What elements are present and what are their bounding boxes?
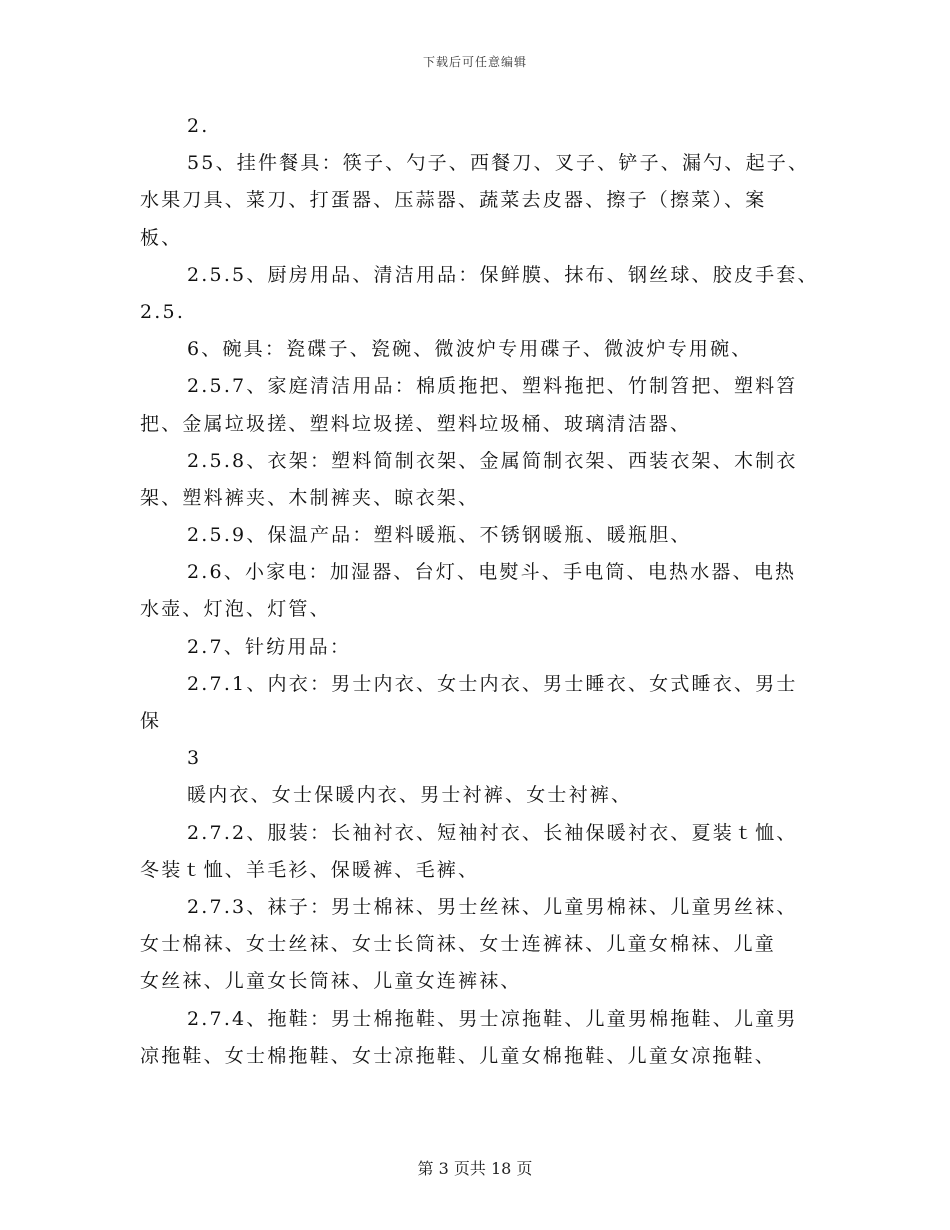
paragraph-line: 2.5.8、衣架：塑料简制衣架、金属简制衣架、西装衣架、木制衣 xyxy=(187,449,798,472)
paragraph-line: 板、 xyxy=(140,226,183,249)
paragraph-line: 2. xyxy=(187,115,210,137)
paragraph-line: 2.5. xyxy=(140,300,186,323)
paragraph-line: 3 xyxy=(187,747,202,770)
paragraph-line: 2.7.2、服装：长袖衬衣、短袖衬衣、长袖保暖衬衣、夏装ｔ恤、 xyxy=(187,821,798,844)
paragraph-line: 2.7.4、拖鞋：男士棉拖鞋、男士凉拖鞋、儿童男棉拖鞋、儿童男 xyxy=(187,1007,798,1030)
paragraph-line: 2.7.3、袜子：男士棉袜、男士丝袜、儿童男棉袜、儿童男丝袜、 xyxy=(187,895,798,918)
paragraph-line: 女士棉袜、女士丝袜、女士长筒袜、女士连裤袜、儿童女棉袜、儿童 xyxy=(140,933,777,956)
paragraph-line: 2.5.7、家庭清洁用品：棉质拖把、塑料拖把、竹制笤把、塑料笤 xyxy=(187,375,798,398)
page-header: 下载后可任意编辑 xyxy=(422,55,527,69)
paragraph-line: 女丝袜、儿童女长筒袜、儿童女连裤袜、 xyxy=(140,970,522,993)
paragraph-line: 水果刀具、菜刀、打蛋器、压蒜器、蔬菜去皮器、擦子（擦菜）、案 xyxy=(140,189,767,212)
paragraph-line: 2.6、小家电：加湿器、台灯、电熨斗、手电筒、电热水器、电热 xyxy=(187,561,797,584)
paragraph-line: 把、金属垃圾搓、塑料垃圾搓、塑料垃圾桶、玻璃清洁器、 xyxy=(140,412,692,435)
paragraph-line: 保 xyxy=(140,710,162,732)
paragraph-line: 暖内衣、女士保暖内衣、男士衬裤、女士衬裤、 xyxy=(187,784,633,807)
paragraph-line: 6、碗具：瓷碟子、瓷碗、微波炉专用碟子、微波炉专用碗、 xyxy=(187,338,753,361)
paragraph-line: 2.7.1、内衣：男士内衣、女士内衣、男士睡衣、女式睡衣、男士 xyxy=(187,672,798,695)
paragraph-line: 55、挂件餐具：筷子、勺子、西餐刀、叉子、铲子、漏勺、起子、 xyxy=(187,152,810,175)
document-body xyxy=(140,108,830,1075)
paragraph-line: 凉拖鞋、女士棉拖鞋、女士凉拖鞋、儿童女棉拖鞋、儿童女凉拖鞋、 xyxy=(140,1044,777,1067)
paragraph-line: 架、塑料裤夹、木制裤夹、晾衣架、 xyxy=(140,486,480,509)
paragraph-line: 2.7、针纺用品： xyxy=(187,635,352,658)
page-footer: 第 3 页共 18 页 xyxy=(417,1159,533,1178)
paragraph-line: 2.5.5、厨房用品、清洁用品：保鲜膜、抹布、钢丝球、胶皮手套、 xyxy=(187,263,819,286)
paragraph-line: 冬装ｔ恤、羊毛衫、保暖裤、毛裤、 xyxy=(140,858,480,881)
paragraph-line: 水壶、灯泡、灯管、 xyxy=(140,598,331,621)
paragraph-line: 2.5.9、保温产品：塑料暖瓶、不锈钢暖瓶、暖瓶胆、 xyxy=(187,524,692,547)
